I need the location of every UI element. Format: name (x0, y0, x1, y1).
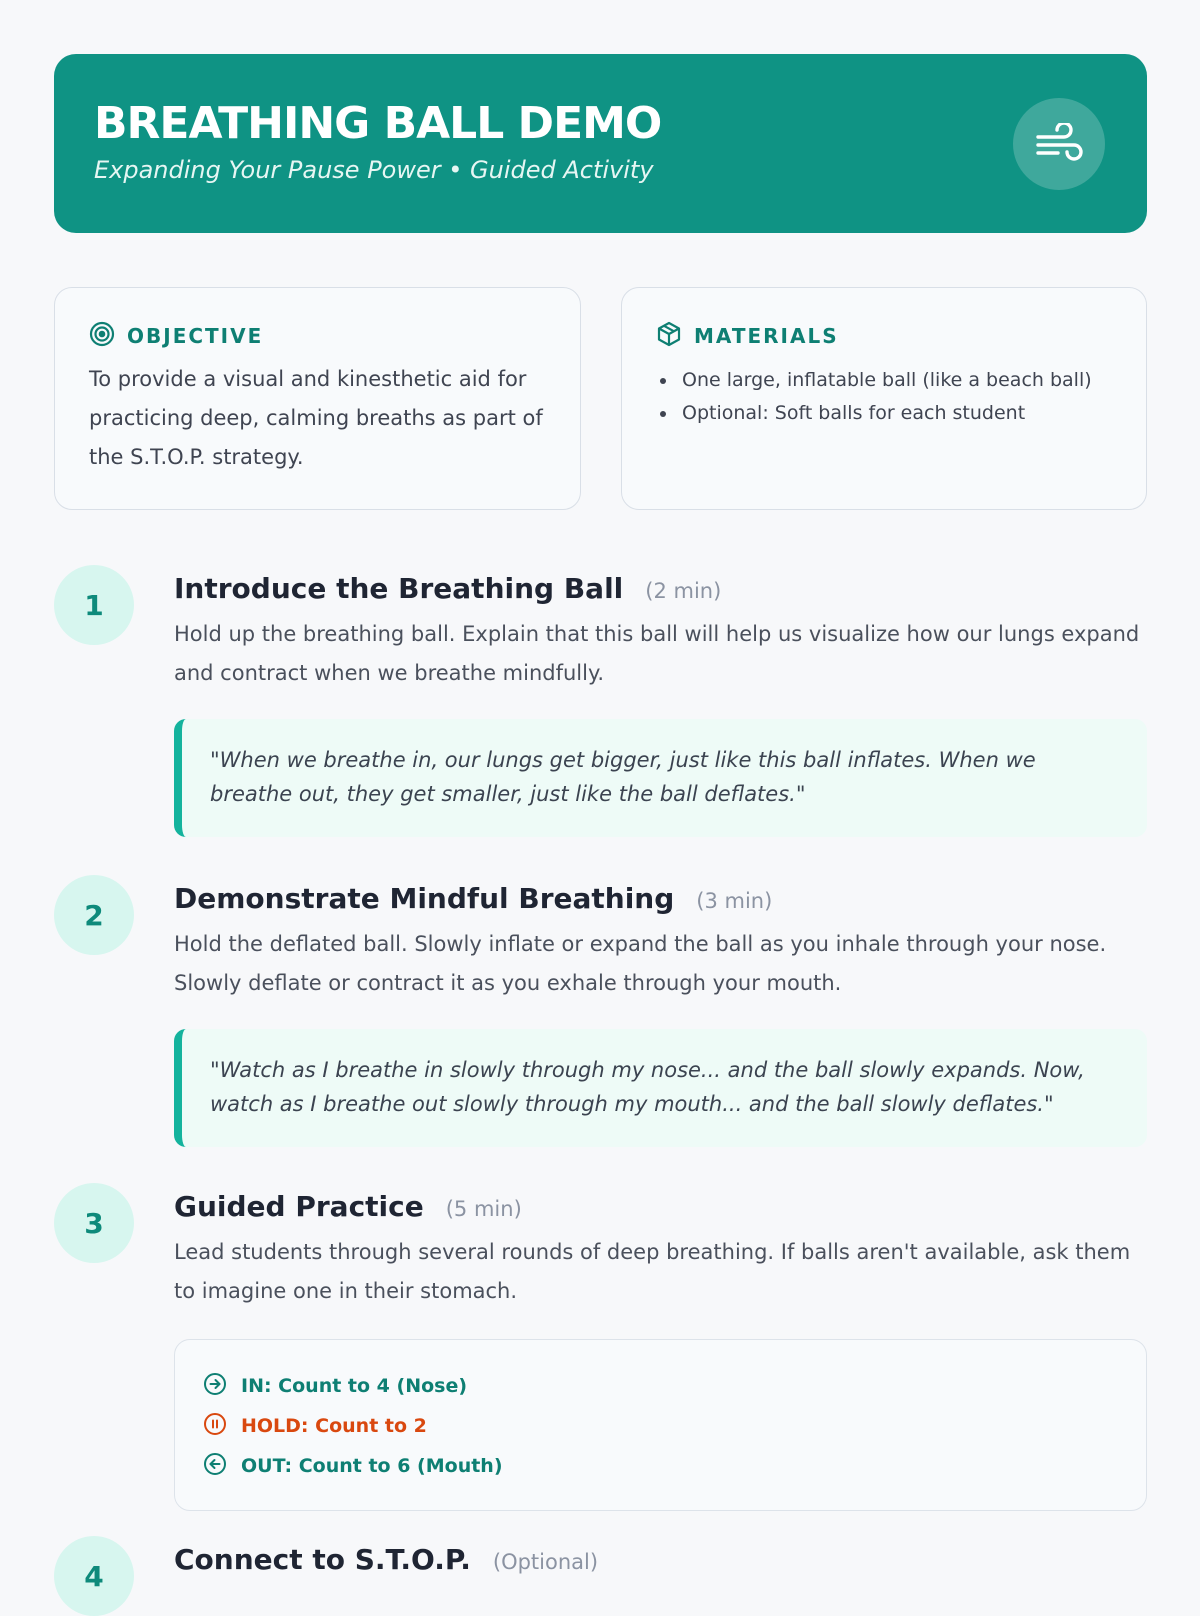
page-title: BREATHING BALL DEMO (94, 98, 662, 149)
objective-heading (89, 320, 550, 352)
count-row-in (203, 1366, 1118, 1406)
step-title: Introduce the Breathing Ball (174, 572, 624, 605)
list-item: Optional: Soft balls for each student (656, 397, 1116, 430)
pause-circle-icon (203, 1412, 227, 1441)
step-duration: (5 min) (445, 1197, 522, 1221)
step-title: Connect to S.T.O.P. (174, 1543, 471, 1576)
count-label: OUT: Count to 6 (Mouth) (241, 1455, 503, 1477)
step-heading (174, 879, 1147, 919)
step-4 (174, 1540, 1147, 1580)
step-number-badge: 2 (54, 875, 134, 955)
materials-heading (656, 320, 1116, 352)
step-number-badge: 3 (54, 1183, 134, 1263)
materials-title: MATERIALS (694, 324, 839, 348)
arrow-right-circle-icon (203, 1372, 227, 1401)
count-label: HOLD: Count to 2 (241, 1415, 427, 1437)
count-row-out (203, 1446, 1118, 1486)
step-heading (174, 1187, 1147, 1227)
step-number-badge: 4 (54, 1536, 134, 1616)
count-label: IN: Count to 4 (Nose) (241, 1375, 468, 1397)
header-banner (54, 54, 1147, 233)
step-1 (174, 569, 1147, 837)
script-quote: "Watch as I breathe in slowly through my nose... and the ball slowly expands. Now, watch as I breathe out slowly through my mouth... and the ball slowly deflates." (174, 1029, 1147, 1147)
step-duration: (2 min) (645, 579, 722, 603)
step-number-badge: 1 (54, 565, 134, 645)
breathing-counts (174, 1339, 1147, 1511)
page-subtitle: Expanding Your Pause Power • Guided Activity (94, 156, 654, 184)
step-2 (174, 879, 1147, 1147)
count-row-hold (203, 1406, 1118, 1446)
step-description: Hold the deflated ball. Slowly inflate or expand the ball as you inhale through your nose. Slowly deflate or contract it as you exhale through your mouth. (174, 932, 1107, 995)
step-description: Lead students through several rounds of deep breathing. If balls aren't available, ask them to imagine one in their stomach. (174, 1240, 1131, 1303)
wind-icon (1013, 98, 1105, 190)
objective-card (54, 287, 581, 510)
script-quote: "When we breathe in, our lungs get bigger, just like this ball inflates. When we breathe out, they get smaller, just like the ball deflates." (174, 719, 1147, 837)
step-heading (174, 1540, 1147, 1580)
step-heading (174, 569, 1147, 609)
arrow-left-circle-icon (203, 1452, 227, 1481)
objective-title: OBJECTIVE (127, 324, 264, 348)
objective-text: To provide a visual and kinesthetic aid for practicing deep, calming breaths as part of the S.T.O.P. strategy. (89, 367, 543, 469)
target-icon (89, 321, 115, 352)
materials-list (656, 364, 1116, 430)
step-duration: (3 min) (696, 889, 773, 913)
step-title: Guided Practice (174, 1190, 424, 1223)
step-duration: (Optional) (492, 1550, 599, 1574)
list-item: One large, inflatable ball (like a beach ball) (656, 364, 1116, 397)
step-description: Hold up the breathing ball. Explain that this ball will help us visualize how our lungs expand and contract when we breathe mindfully. (174, 622, 1140, 685)
materials-card (621, 287, 1147, 510)
step-3 (174, 1187, 1147, 1511)
box-icon (656, 321, 682, 352)
step-title: Demonstrate Mindful Breathing (174, 882, 675, 915)
